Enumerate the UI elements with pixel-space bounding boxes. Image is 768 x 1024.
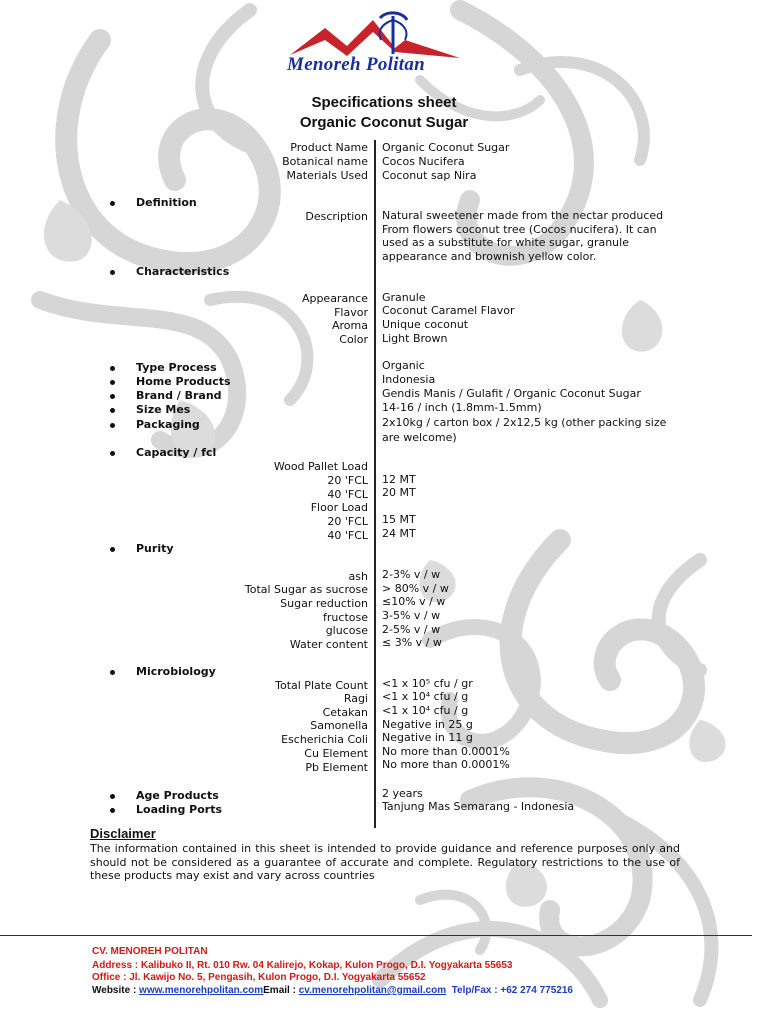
loading-ports-label: Loading Ports bbox=[110, 803, 222, 817]
brand-value: Gendis Manis / Gulafit / Organic Coconut Sugar bbox=[382, 387, 641, 400]
aroma-value: Unique coconut bbox=[382, 318, 469, 331]
floor-load-20-label: 20 'FCL bbox=[327, 515, 368, 528]
floor-load-40-label: 40 'FCL bbox=[327, 529, 368, 542]
pb-element-label: Pb Element bbox=[305, 761, 368, 774]
floor-load-40-value: 24 MT bbox=[382, 527, 416, 540]
color-label: Color bbox=[339, 333, 368, 346]
description-label: Description bbox=[305, 210, 368, 223]
brand-label: Brand / Brand bbox=[110, 389, 222, 403]
footer-company: CV. MENOREH POLITAN bbox=[92, 946, 208, 957]
fructose-label: fructose bbox=[323, 611, 368, 624]
type-process-label: Type Process bbox=[110, 361, 217, 375]
size-value: 14-16 / inch (1.8mm-1.5mm) bbox=[382, 401, 542, 414]
ecoli-label: Escherichia Coli bbox=[281, 733, 368, 746]
brand-name: Menoreh Politan bbox=[287, 54, 426, 75]
floor-load-20-value: 15 MT bbox=[382, 513, 416, 526]
glucose-label: glucose bbox=[325, 624, 368, 637]
website-label: Website : bbox=[92, 985, 140, 996]
water-content-value: ≤ 3% v / w bbox=[382, 636, 442, 649]
page-subtitle: Organic Coconut Sugar bbox=[299, 114, 469, 131]
color-value: Light Brown bbox=[382, 332, 448, 345]
plate-count-label: Total Plate Count bbox=[275, 679, 368, 692]
purity-heading: Purity bbox=[110, 542, 174, 556]
home-products-label: Home Products bbox=[110, 375, 231, 389]
appearance-value: Granule bbox=[382, 291, 426, 304]
glucose-value: 2-5% v / w bbox=[382, 623, 441, 636]
size-label: Size Mes bbox=[110, 403, 190, 417]
loading-ports-value: Tanjung Mas Semarang - Indonesia bbox=[382, 800, 575, 813]
cetakan-label: Cetakan bbox=[322, 706, 368, 719]
sugar-reduction-label: Sugar reduction bbox=[280, 597, 368, 610]
footer-contact bbox=[92, 985, 573, 996]
ragi-label: Ragi bbox=[343, 692, 368, 705]
cetakan-value: <1 x 10⁴ cfu / g bbox=[382, 704, 469, 717]
type-process-value: Organic bbox=[382, 359, 425, 372]
age-products-label: Age Products bbox=[110, 789, 219, 803]
definition-heading: Definition bbox=[110, 196, 197, 210]
characteristics-heading: Characteristics bbox=[110, 265, 229, 279]
description-value: Natural sweetener made from the nectar produced From flowers coconut tree (Cocos nucifera). It can used as a substitute for white sugar, granule appearance and brownish yellow color. bbox=[382, 209, 664, 264]
ash-value: 2-3% v / w bbox=[382, 568, 441, 581]
product-name-label: Product Name bbox=[290, 141, 368, 154]
flavor-label: Flavor bbox=[334, 306, 368, 319]
disclaimer-text: The information contained in this sheet is intended to provide guidance and reference purposes only and should not be considered as a guarantee of accurate and complete. Regulatory restrictions to the use of these products may exist and vary across countries bbox=[90, 842, 680, 883]
aroma-label: Aroma bbox=[332, 319, 368, 332]
capacity-heading: Capacity / fcl bbox=[110, 446, 216, 460]
plate-count-value: <1 x 10⁵ cfu / gr bbox=[382, 677, 473, 690]
cu-element-value: No more than 0.0001% bbox=[382, 745, 510, 758]
sugar-reduction-value: ≤10% v / w bbox=[382, 595, 446, 608]
water-content-label: Water content bbox=[289, 638, 368, 651]
disclaimer-heading: Disclaimer bbox=[90, 826, 156, 841]
website-link[interactable]: www.menorehpolitan.com bbox=[139, 985, 264, 996]
product-name-value: Organic Coconut Sugar bbox=[382, 141, 510, 154]
pb-element-value: No more than 0.0001% bbox=[382, 758, 510, 771]
botanical-name-value: Cocos Nucifera bbox=[382, 155, 465, 168]
cu-element-label: Cu Element bbox=[304, 747, 368, 760]
microbiology-heading: Microbiology bbox=[110, 665, 216, 679]
wood-pallet-20-label: 20 'FCL bbox=[327, 474, 368, 487]
flavor-value: Coconut Caramel Flavor bbox=[382, 304, 515, 317]
footer-office: Office : Jl. Kawijo No. 5, Pengasih, Kulon Progo, D.I. Yogyakarta 55652 bbox=[92, 972, 426, 983]
materials-label: Materials Used bbox=[286, 169, 368, 182]
age-products-value: 2 years bbox=[382, 787, 423, 800]
wood-pallet-40-label: 40 'FCL bbox=[327, 488, 368, 501]
home-products-value: Indonesia bbox=[382, 373, 436, 386]
fructose-value: 3-5% v / w bbox=[382, 609, 441, 622]
sucrose-label: Total Sugar as sucrose bbox=[244, 583, 368, 596]
ash-label: ash bbox=[348, 570, 368, 583]
packaging-label: Packaging bbox=[110, 418, 200, 432]
salmonella-value: Negative in 25 g bbox=[382, 718, 473, 731]
materials-value: Coconut sap Nira bbox=[382, 169, 477, 182]
ecoli-value: Negative in 11 g bbox=[382, 731, 473, 744]
column-divider bbox=[374, 140, 376, 828]
wood-pallet-40-value: 20 MT bbox=[382, 486, 416, 499]
email-label: Email : bbox=[263, 985, 299, 996]
phone-fax: Telp/Fax : +62 274 775216 bbox=[451, 985, 573, 996]
page-title: Specifications sheet bbox=[311, 94, 457, 111]
packaging-value: 2x10kg / carton box / 2x12,5 kg (other packing size are welcome) bbox=[382, 416, 667, 444]
footer-address: Address : Kalibuko II, Rt. 010 Rw. 04 Kalirejo, Kokap, Kulon Progo, D.I. Yogyakarta 55653 bbox=[92, 960, 513, 971]
ragi-value: <1 x 10⁴ cfu / g bbox=[382, 690, 469, 703]
botanical-name-label: Botanical name bbox=[282, 155, 368, 168]
footer-divider bbox=[0, 935, 752, 936]
salmonella-label: Samonella bbox=[310, 719, 368, 732]
appearance-label: Appearance bbox=[301, 292, 368, 305]
floor-load-label: Floor Load bbox=[310, 501, 368, 514]
wood-pallet-20-value: 12 MT bbox=[382, 473, 416, 486]
sucrose-value: > 80% v / w bbox=[382, 582, 449, 595]
email-link[interactable]: cv.menorehpolitan@gmail.com bbox=[298, 985, 447, 996]
wood-pallet-label: Wood Pallet Load bbox=[273, 460, 368, 473]
